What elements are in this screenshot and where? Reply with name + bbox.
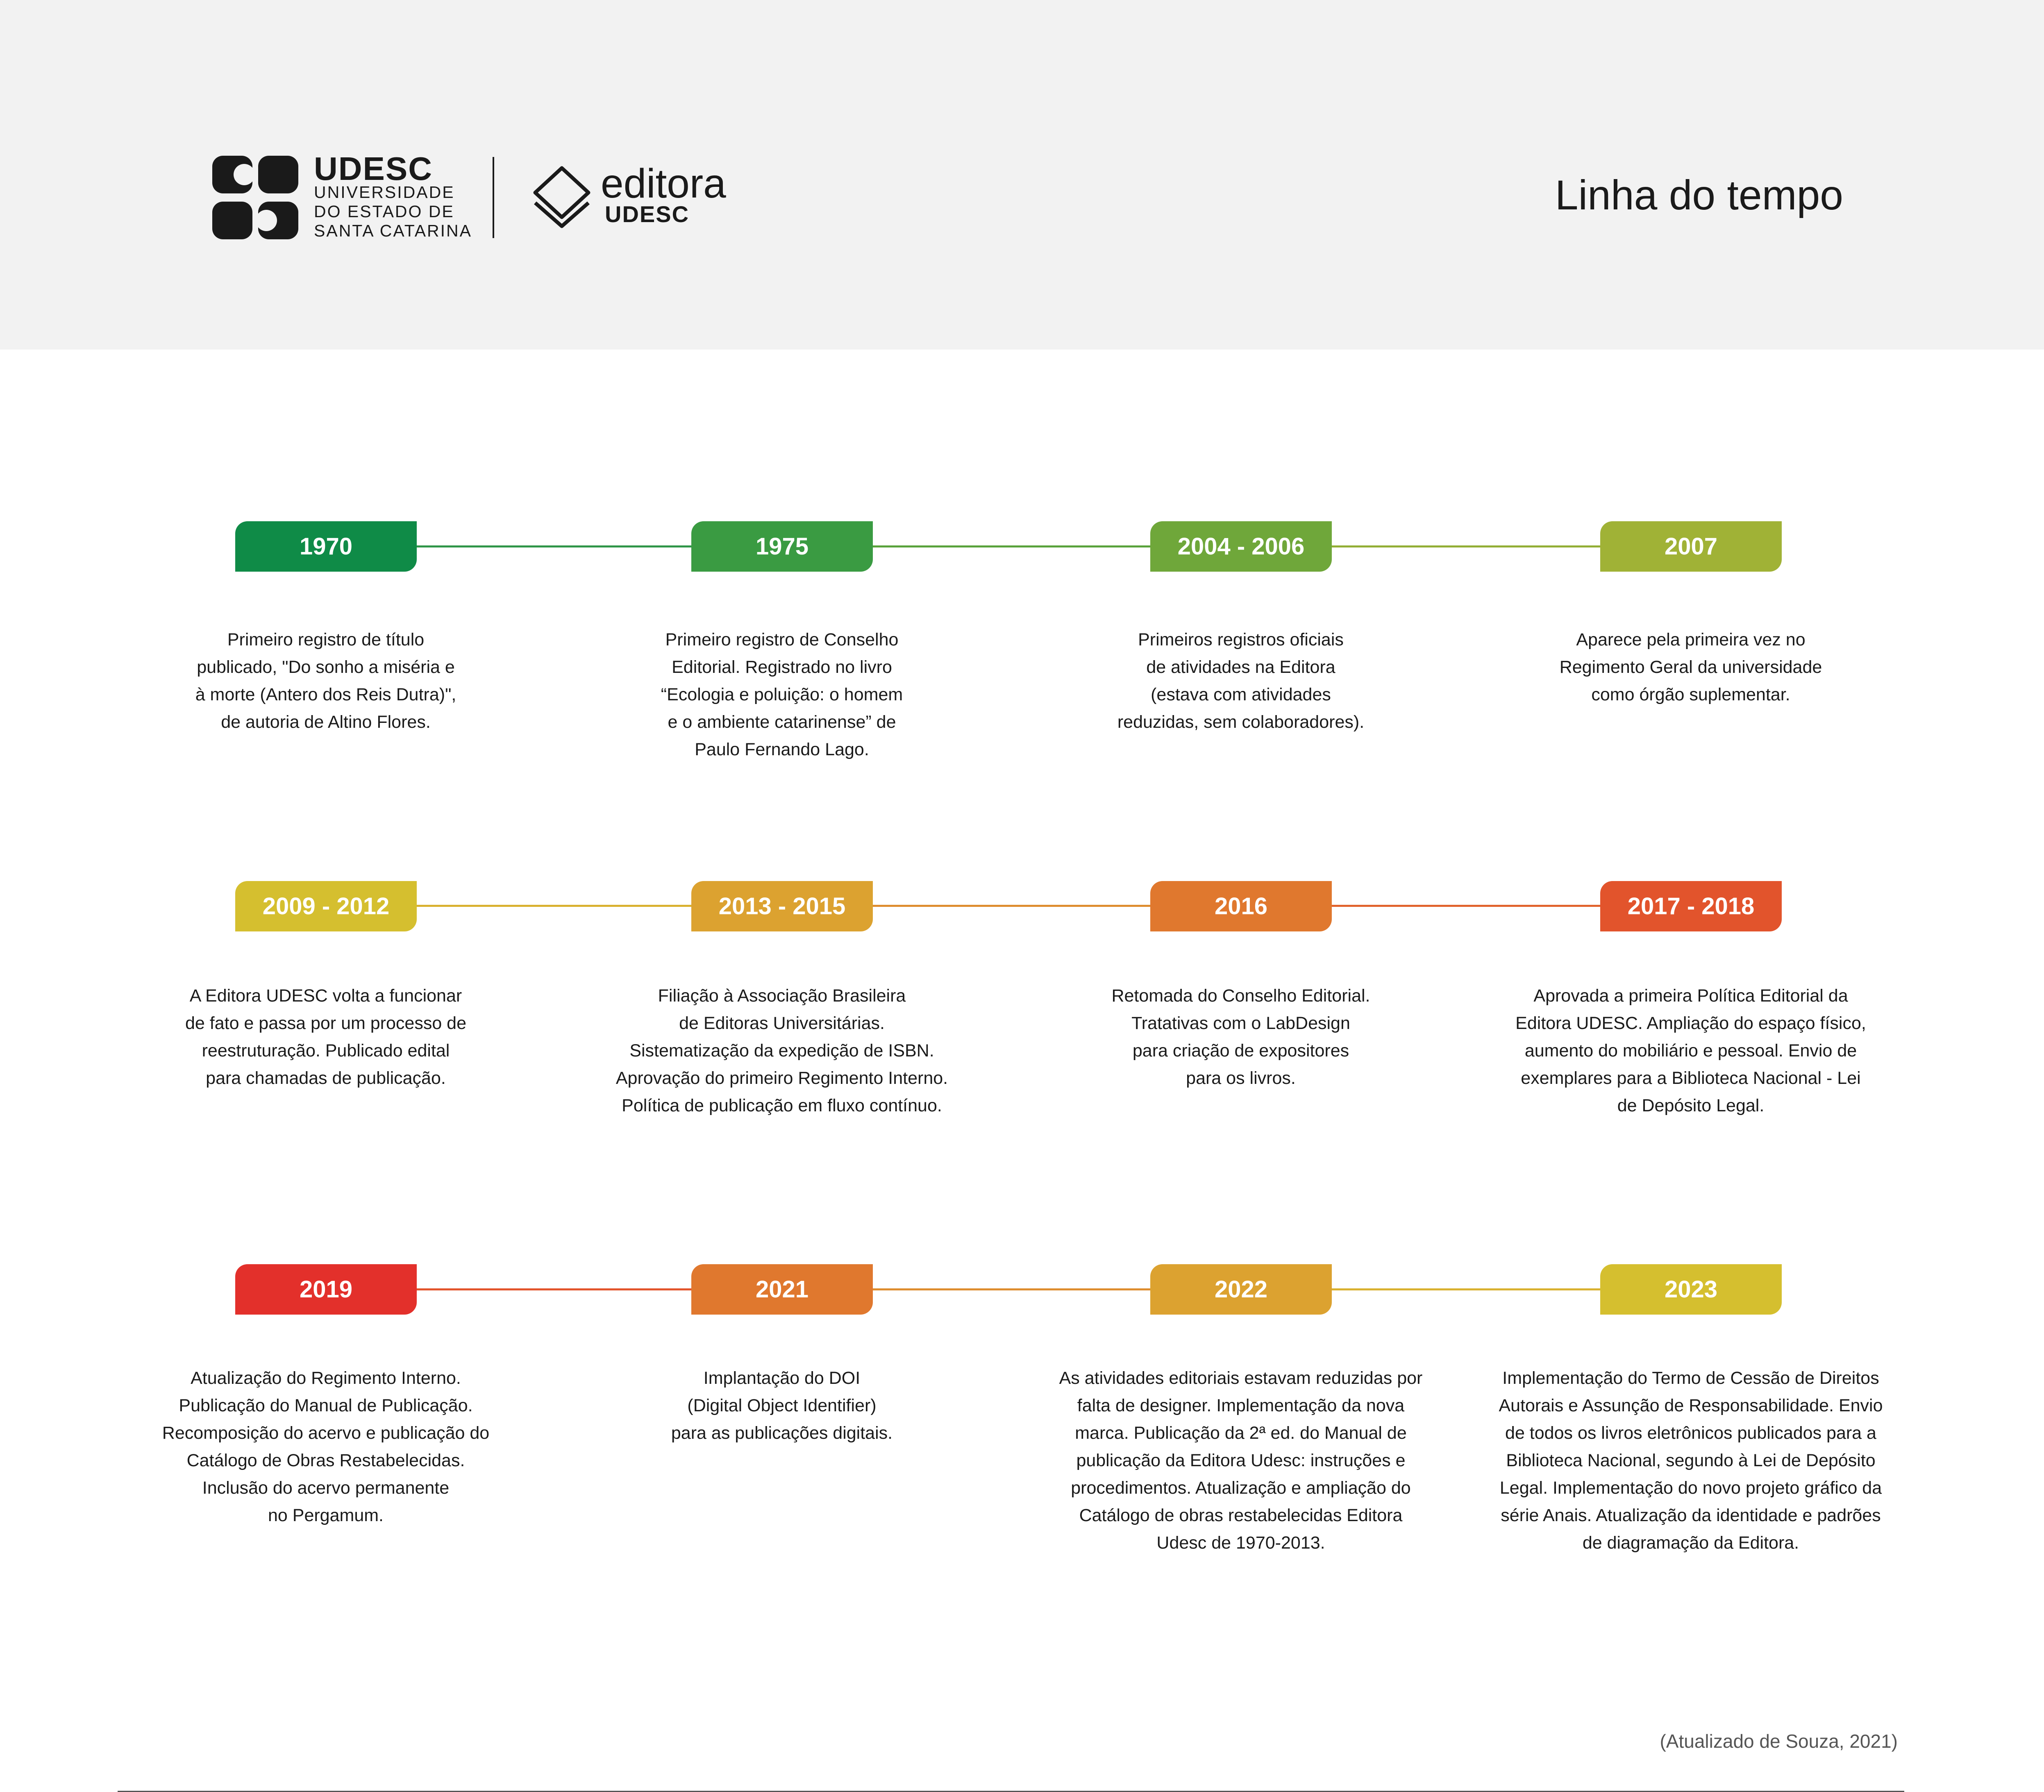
year-badge: 2004 - 2006 bbox=[1150, 521, 1332, 572]
year-badge: 2016 bbox=[1150, 881, 1332, 931]
milestone-description: Primeiro registro de Conselho Editorial. Registrado no livro “Ecologia e poluição: o homem e o ambiente catarinense” de Paulo Fernando Lago. bbox=[661, 630, 903, 759]
timeline-connector bbox=[873, 545, 1150, 547]
year-badge: 2017 - 2018 bbox=[1600, 881, 1782, 931]
milestone-description: Implementação do Termo de Cessão de Direitos Autorais e Assunção de Responsabilidade. Envio de todos os livros eletrônicos publicados para a Biblioteca Nacional, segundo à Lei de Depósito Legal. Implementação do novo projeto gráfico da série Anais. Atualização da identidade e padrões de diagramação da Editora. bbox=[1499, 1368, 1883, 1553]
year-badge: 2009 - 2012 bbox=[235, 881, 417, 931]
udesc-name-line: UNIVERSIDADE bbox=[314, 183, 455, 202]
timeline-connector bbox=[417, 905, 691, 907]
timeline-connector bbox=[873, 1288, 1150, 1290]
year-badge: 2023 bbox=[1600, 1264, 1782, 1315]
timeline-connector bbox=[417, 1288, 691, 1290]
milestone-description: Primeiros registros oficiais de atividades na Editora (estava com atividades reduzidas, sem colaboradores). bbox=[1117, 630, 1365, 732]
header-band bbox=[0, 0, 2044, 350]
year-badge: 1970 bbox=[235, 521, 417, 572]
udesc-name-line: SANTA CATARINA bbox=[314, 221, 472, 240]
logo-divider bbox=[493, 157, 494, 238]
page-title: Linha do tempo bbox=[1555, 172, 1843, 218]
udesc-full-name bbox=[314, 183, 472, 241]
milestone-description: As atividades editoriais estavam reduzidas por falta de designer. Implementação da nova marca. Publicação da 2ª ed. do Manual de publicação da Editora Udesc: instruções e procedimentos. Atualização e ampliação do Catálogo de obras restabelecidas Editora Udesc de 1970-2013. bbox=[1059, 1368, 1423, 1553]
year-badge: 2007 bbox=[1600, 521, 1782, 572]
year-badge: 1975 bbox=[691, 521, 873, 572]
year-badge: 2022 bbox=[1150, 1264, 1332, 1315]
timeline-connector bbox=[873, 905, 1150, 907]
timeline-connector bbox=[417, 545, 691, 547]
milestone-description: Aprovada a primeira Política Editorial da Editora UDESC. Ampliação do espaço físico, aumento do mobiliário e pessoal. Envio de exemplares para a Biblioteca Nacional - Lei de Depósito Legal. bbox=[1515, 986, 1866, 1115]
milestone-description: Retomada do Conselho Editorial. Tratativas com o LabDesign para criação de expositores para os livros. bbox=[1111, 986, 1370, 1088]
udesc-logo-icon bbox=[212, 156, 298, 239]
timeline-connector bbox=[1332, 905, 1600, 907]
year-badge: 2013 - 2015 bbox=[691, 881, 873, 931]
year-badge: 2019 bbox=[235, 1264, 417, 1315]
editora-book-icon bbox=[531, 164, 593, 229]
year-badge: 2021 bbox=[691, 1264, 873, 1315]
milestone-description: Atualização do Regimento Interno. Publicação do Manual de Publicação. Recomposição do acervo e publicação do Catálogo de Obras Restabelecidas. Inclusão do acervo permanente no Pergamum. bbox=[162, 1368, 490, 1525]
udesc-name-line: DO ESTADO DE bbox=[314, 202, 454, 221]
timeline-connector bbox=[1332, 1288, 1600, 1290]
udesc-wordmark: UDESC bbox=[314, 150, 433, 187]
timeline-connector bbox=[1332, 545, 1600, 547]
editora-subword: UDESC bbox=[605, 201, 690, 227]
editora-wordmark: editora bbox=[601, 161, 726, 207]
milestone-description: Implantação do DOI (Digital Object Identifier) para as publicações digitais. bbox=[671, 1368, 893, 1443]
source-note: (Atualizado de Souza, 2021) bbox=[1660, 1731, 1898, 1752]
milestone-description: A Editora UDESC volta a funcionar de fato e passa por um processo de reestruturação. Publicado edital para chamadas de publicação. bbox=[185, 986, 467, 1088]
milestone-description: Primeiro registro de título publicado, "Do sonho a miséria e à morte (Antero dos Reis Dutra)", de autoria de Altino Flores. bbox=[195, 630, 456, 732]
milestone-description: Filiação à Associação Brasileira de Editoras Universitárias. Sistematização da expedição de ISBN. Aprovação do primeiro Regimento Interno. Política de publicação em fluxo contínuo. bbox=[615, 986, 948, 1115]
milestone-description: Aparece pela primeira vez no Regimento Geral da universidade como órgão suplementar. bbox=[1559, 630, 1822, 704]
